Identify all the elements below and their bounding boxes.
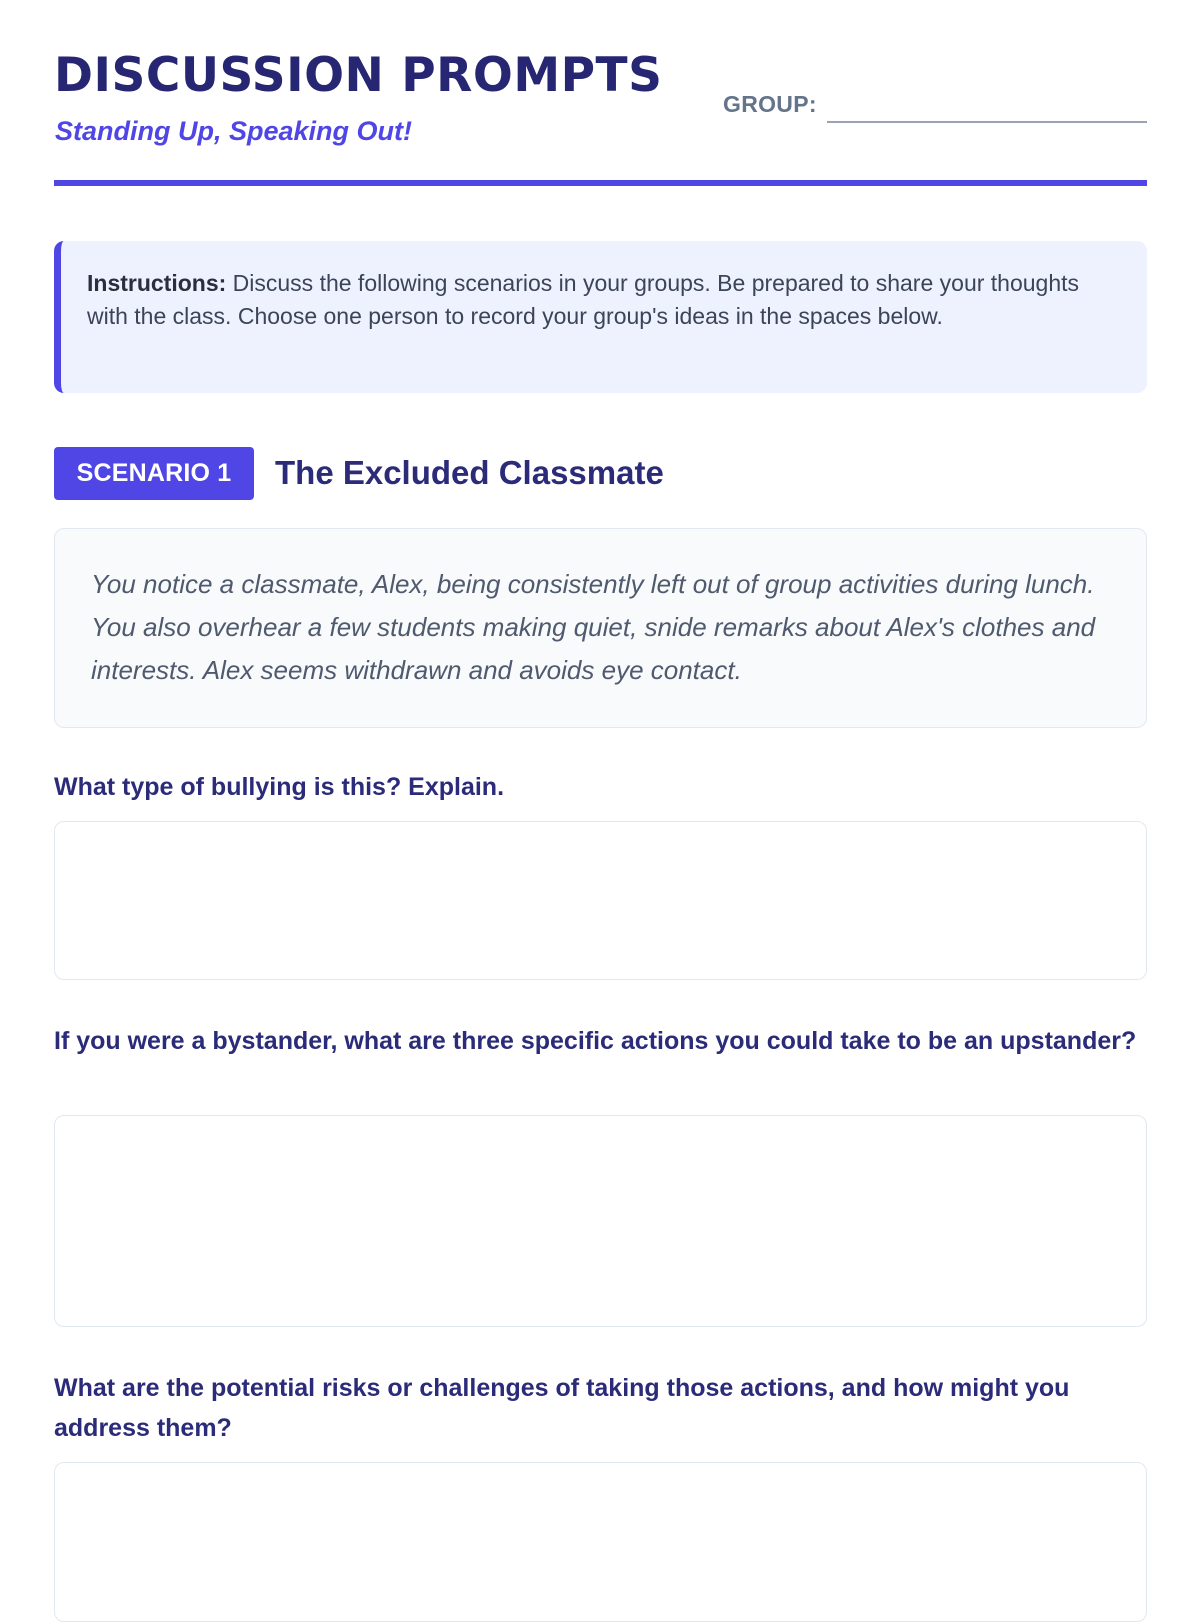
question-2-prompt: If you were a bystander, what are three specific actions you could take to be an upstander? (54, 1027, 1137, 1055)
scenario-title: The Excluded Classmate (275, 454, 664, 491)
question-1-answer-box[interactable] (54, 821, 1147, 980)
group-name-field[interactable] (827, 121, 1147, 123)
question-2-answer-box[interactable] (54, 1115, 1147, 1327)
instructions-text: Discuss the following scenarios in your groups. Be prepared to share your thoughts with the class. Choose one person to record your group's ideas in the spaces below. (87, 270, 1080, 329)
worksheet-header (54, 0, 1147, 186)
question-3-prompt: What are the potential risks or challenges of taking those actions, and how might you address them? (54, 1374, 1070, 1442)
header-divider (54, 180, 1147, 186)
group-label: GROUP: (723, 91, 817, 117)
scenario-header (54, 447, 1147, 501)
page-title: DISCUSSION PROMPTS (54, 48, 663, 103)
page-subtitle: Standing Up, Speaking Out! (55, 116, 412, 146)
question-3-answer-box[interactable] (54, 1462, 1147, 1622)
question-1-prompt: What type of bullying is this? Explain. (54, 773, 505, 801)
instructions-box (54, 241, 1147, 393)
scenario-badge: SCENARIO 1 (54, 447, 254, 500)
worksheet-page (54, 0, 1147, 1442)
scenario-description: You notice a classmate, Alex, being consistently left out of group activities during lunch. You also overhear a few students making quiet, snide remarks about Alex's clothes and interests. Alex seems withdrawn and avoids eye contact. (54, 528, 1147, 728)
instructions-label: Instructions: (87, 270, 227, 296)
